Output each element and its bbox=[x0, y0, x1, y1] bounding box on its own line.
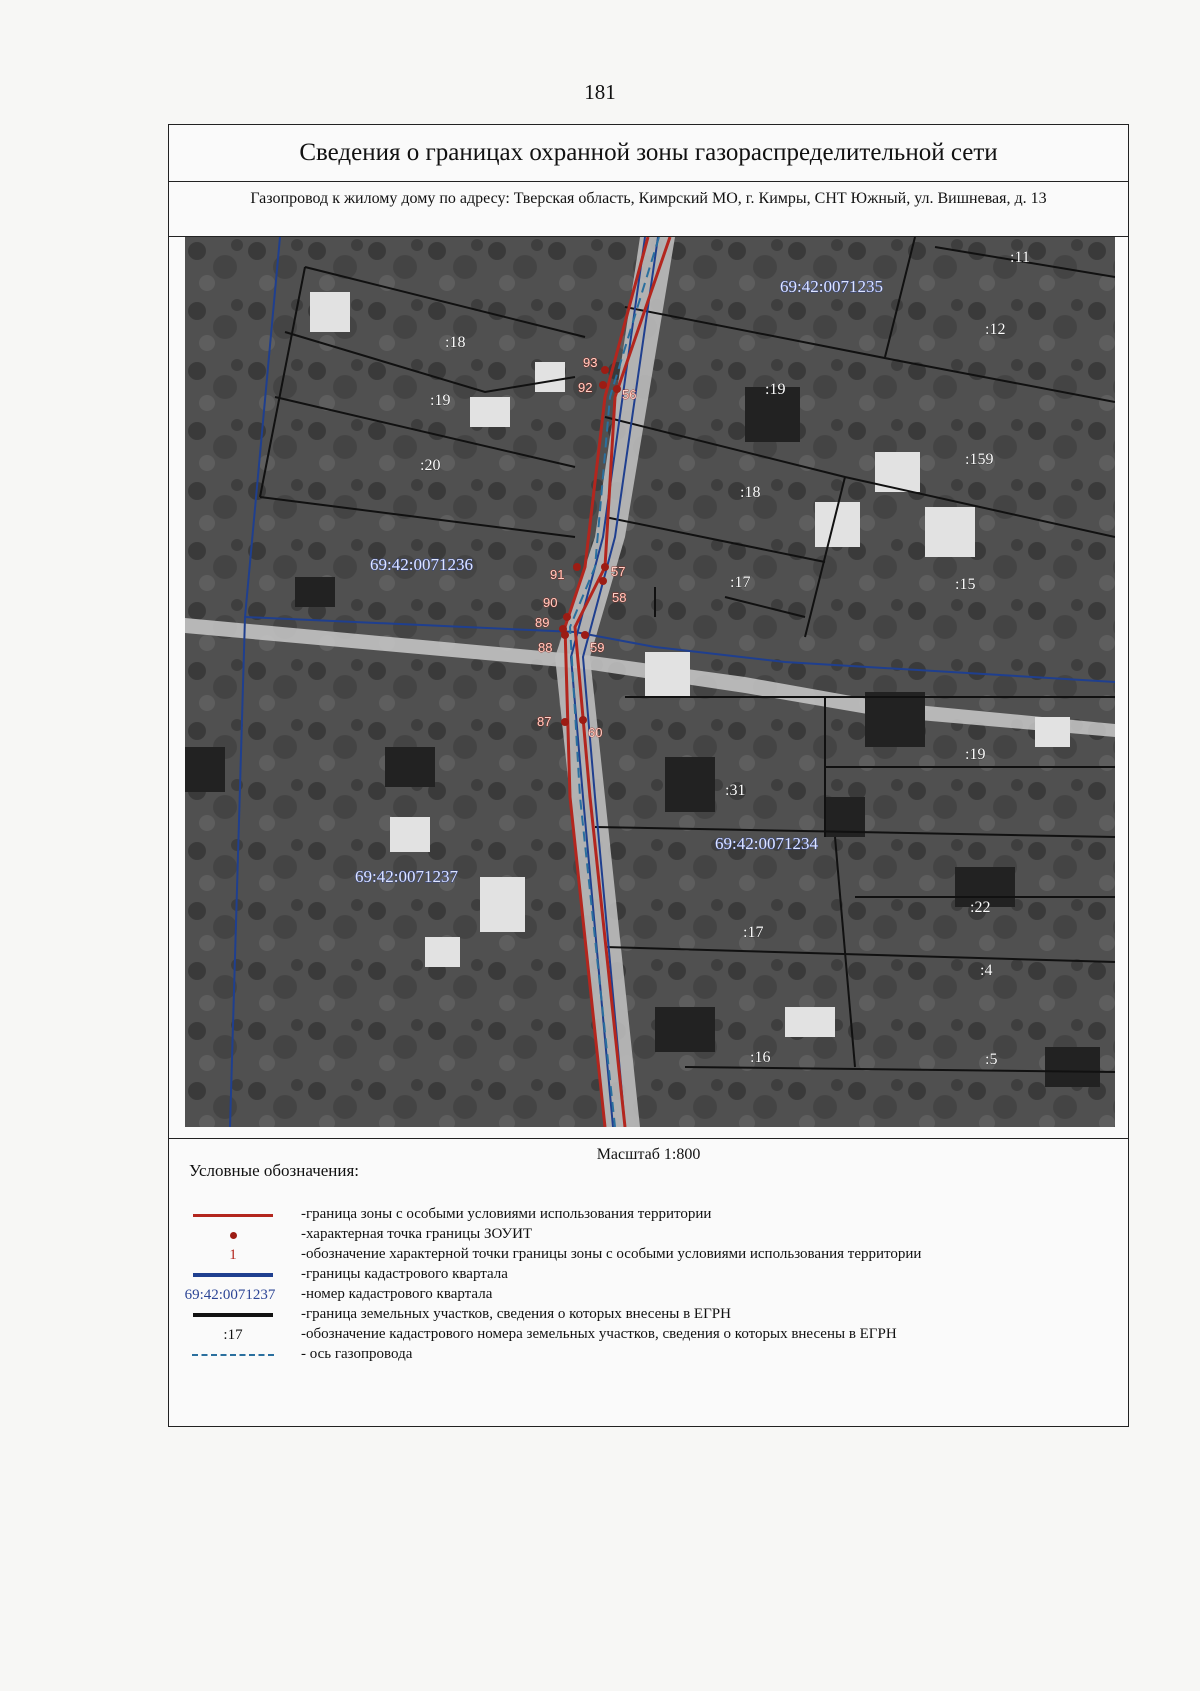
quarter-label: 69:42:0071236 bbox=[370, 555, 473, 574]
point-90: 90 bbox=[543, 595, 558, 610]
zone-boundary-symbol bbox=[193, 1214, 273, 1217]
plot-label: :11 bbox=[1010, 249, 1030, 266]
plot-label: :17 bbox=[743, 924, 764, 941]
plot-label: :12 bbox=[985, 321, 1006, 338]
plot-label: :20 bbox=[420, 457, 441, 474]
aerial-map bbox=[185, 237, 1115, 1127]
legend-item: -граница земельных участков, сведения о которых внесены в ЕГРН bbox=[183, 1305, 1113, 1325]
point-number-symbol: 1 bbox=[229, 1246, 237, 1263]
plot-label: :19 bbox=[965, 746, 986, 763]
legend-item: -граница зоны с особыми условиями использования территории bbox=[183, 1205, 1113, 1225]
plot-label: :4 bbox=[980, 962, 993, 979]
plot-label: :5 bbox=[985, 1051, 998, 1068]
point-92: 92 bbox=[578, 380, 593, 395]
quarter-number-symbol: 69:42:0071237 bbox=[184, 1286, 276, 1303]
point-58: 58 bbox=[612, 590, 627, 605]
plot-label: :22 bbox=[970, 899, 991, 916]
quarter-label: 69:42:0071234 bbox=[715, 834, 818, 853]
point-89: 89 bbox=[535, 615, 550, 630]
legend-item: 69:42:0071237 -номер кадастрового квартала bbox=[184, 1286, 493, 1303]
point-56: 56 bbox=[622, 387, 637, 402]
plot-label: :159 bbox=[965, 451, 994, 468]
point-88: 88 bbox=[538, 640, 553, 655]
plot-boundary-symbol bbox=[193, 1313, 273, 1317]
document-frame bbox=[168, 124, 1129, 1427]
legend-item: 1 -обозначение характерной точки границы зоны с особыми условиями использования территории bbox=[229, 1246, 922, 1263]
map-scale: Масштаб 1:800 bbox=[169, 1138, 1128, 1164]
legend bbox=[183, 1205, 1113, 1365]
page-number: 181 bbox=[584, 80, 616, 104]
plot-number-symbol: :17 bbox=[223, 1326, 243, 1343]
plot-label: :18 bbox=[740, 484, 761, 501]
gas-axis-symbol bbox=[192, 1354, 274, 1356]
legend-item: :17 -обозначение кадастрового номера земельных участков, сведения о которых внесены в ЕГРН bbox=[223, 1326, 897, 1343]
point-57: 57 bbox=[611, 564, 626, 579]
plot-label: :19 bbox=[430, 392, 451, 409]
quarter-boundary-symbol bbox=[193, 1273, 273, 1277]
point-87: 87 bbox=[537, 714, 552, 729]
zone-point-symbol bbox=[230, 1232, 237, 1239]
legend-heading: Условные обозначения: bbox=[189, 1161, 360, 1180]
quarter-label: 69:42:0071235 bbox=[780, 277, 883, 296]
plot-label: :15 bbox=[955, 576, 976, 593]
point-60: 60 bbox=[588, 725, 603, 740]
point-59: 59 bbox=[590, 640, 605, 655]
plot-label: :17 bbox=[730, 574, 751, 591]
plot-label: :19 bbox=[765, 381, 786, 398]
document-title: Сведения о границах охранной зоны газораспределительной сети bbox=[169, 125, 1128, 182]
quarter-label: 69:42:0071237 bbox=[355, 867, 458, 886]
point-91: 91 bbox=[550, 567, 565, 582]
object-address: Газопровод к жилому дому по адресу: Тверская область, Кимрский МО, г. Кимры, СНТ Южный, ул. Вишневая, д. 13 bbox=[169, 182, 1128, 237]
legend-item: -характерная точка границы ЗОУИТ bbox=[183, 1225, 1113, 1245]
plot-label: :16 bbox=[750, 1049, 771, 1066]
plot-label: :31 bbox=[725, 782, 746, 799]
legend-item: -границы кадастрового квартала bbox=[183, 1265, 1113, 1285]
legend-item: - ось газопровода bbox=[183, 1345, 1113, 1365]
map-canvas bbox=[185, 237, 1115, 1127]
point-93: 93 bbox=[583, 355, 598, 370]
plot-label: :18 bbox=[445, 334, 466, 351]
